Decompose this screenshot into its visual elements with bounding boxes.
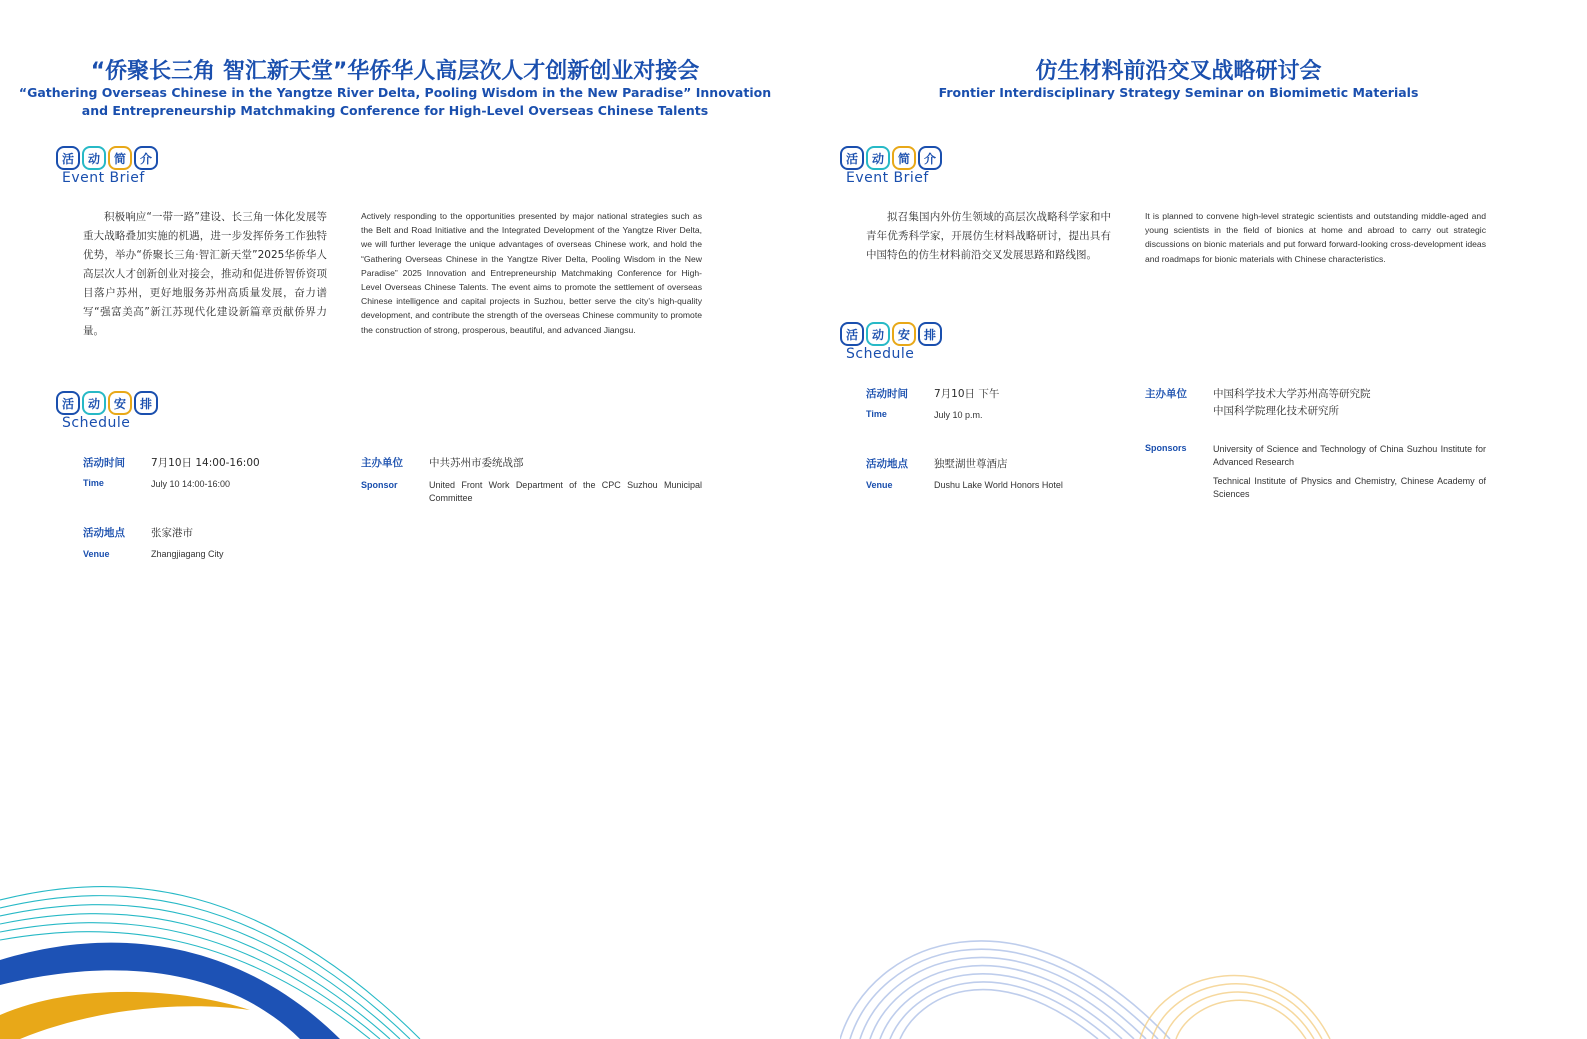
left-time-cn: 7月10日 14:00-16:00 [151,457,260,469]
right-title-en: Frontier Interdisciplinary Strategy Seminar on Biomimetic Materials [938,85,1419,100]
right-sponsor-en-2: Technical Institute of Physics and Chemistry, Chinese Academy of Sciences [1213,476,1486,499]
right-title-cn: 仿生材料前沿交叉战略研讨会 [1035,59,1322,84]
right-brief-badges [840,146,970,170]
left-venue-cn: 张家港市 [151,527,193,539]
badge-char: 动 [82,146,106,170]
right-venue-cn: 独墅湖世尊酒店 [934,458,1008,470]
left-sponsor-label-en: Sponsor [361,480,398,490]
left-brief-en: Actively responding to the opportunities presented by major national strategies such as the Belt and Road Initiative and the Integrated Development of the Yangtze River Delta, we will further leverage the unique advantages of overseas Chinese work, and hold the “Gathering Overseas Chinese in the Yangtze River Delta, Pooling Wisdom in the New Paradise” 2025 Innovation and Entrepreneurship Matchmaking Conference for High-Level Overseas Chinese Talents. The event aims to promote the settlement of overseas Chinese intelligence and capital projects in Suzhou, better serve the city’s high-quality development, and contribute the strength of the overseas Chinese community to promote the construction of strong, prosperous, beautiful, and advanced Jiangsu. [361,211,702,335]
left-title-cn: “侨聚长三角 智汇新天堂”华侨华人高层次人才创新创业对接会 [90,59,700,84]
left-time-label-en: Time [83,478,104,488]
left-schedule-badges [56,391,186,415]
left-title-en [0,84,790,120]
badge-char: 介 [134,146,158,170]
left-brief-heading-en: Event Brief [62,170,145,186]
badge-char: 介 [918,146,942,170]
right-brief-en: It is planned to convene high-level strategic scientists and outstanding middle-aged and young scientists in the field of bionics at home and abroad to carry out strategic discussions on bionic materials and put forward forward-looking cross-development ideas and roadmaps for bionic materials with Chinese characteristics. [1145,211,1486,264]
right-venue-label-en: Venue [866,480,893,490]
right-venue-label-cn: 活动地点 [866,458,908,470]
right-time-cn: 7月10日 下午 [934,388,1000,400]
right-brief-cn: 拟召集国内外仿生领域的高层次战略科学家和中青年优秀科学家，开展仿生材料战略研讨，提出具有中国特色的仿生材料前沿交叉发展思路和路线图。 [866,211,1111,261]
badge-char: 简 [892,146,916,170]
left-brief-heading [56,146,186,196]
right-schedule-heading [840,322,970,372]
left-venue-label-cn: 活动地点 [83,527,125,539]
badge-char: 动 [866,146,890,170]
left-schedule-heading [56,391,186,441]
left-brief-cn: 积极响应“一带一路”建设、长三角一体化发展等重大战略叠加实施的机遇，进一步发挥侨务工作独特优势，举办“侨聚长三角·智汇新天堂”2025华侨华人高层次人才创新创业对接会，推动和促进侨智侨资项目落户苏州，更好地服务苏州高质量发展，奋力谱写“强富美高”新江苏现代化建设新篇章贡献侨界力量。 [83,211,327,337]
left-venue-label-en: Venue [83,549,110,559]
badge-char: 活 [56,391,80,415]
right-time-label-cn: 活动时间 [866,388,908,400]
badge-char: 动 [82,391,106,415]
right-schedule-badges [840,322,970,346]
right-sponsor-label-cn: 主办单位 [1145,388,1187,400]
badge-char: 安 [892,322,916,346]
left-title-en-line1: “Gathering Overseas Chinese in the Yangtze River Delta, Pooling Wisdom in the New Paradise” Innovation [18,85,772,100]
right-sponsor-en-1: University of Science and Technology of China Suzhou Institute for Advanced Research [1213,444,1486,467]
badge-char: 活 [840,322,864,346]
right-venue-en: Dushu Lake World Honors Hotel [934,480,1063,490]
right-sponsor-label-en: Sponsors [1145,443,1187,453]
left-wave-decoration [0,860,460,1039]
right-sponsor-cn-1: 中国科学技术大学苏州高等研究院 [1213,388,1371,400]
badge-char: 排 [918,322,942,346]
left-venue-en: Zhangjiagang City [151,549,224,559]
left-schedule-heading-en: Schedule [62,415,131,431]
left-time-en: July 10 14:00-16:00 [151,479,231,489]
right-brief-heading-en: Event Brief [846,170,929,186]
badge-char: 安 [108,391,132,415]
right-time-label-en: Time [866,409,887,419]
badge-char: 简 [108,146,132,170]
right-arc-decoration [840,880,1340,1039]
badge-char: 活 [840,146,864,170]
left-sponsor-label-cn: 主办单位 [361,457,403,469]
badge-char: 动 [866,322,890,346]
left-brief-badges [56,146,186,170]
left-sponsor-en: United Front Work Department of the CPC Suzhou Municipal Committee [429,480,702,503]
badge-char: 活 [56,146,80,170]
left-time-label-cn: 活动时间 [83,457,125,469]
right-time-en: July 10 p.m. [934,410,983,420]
left-title-en-line2: and Entrepreneurship Matchmaking Conference for High-Level Overseas Chinese Talents [81,103,709,118]
right-schedule-heading-en: Schedule [846,346,915,362]
badge-char: 排 [134,391,158,415]
right-brief-heading [840,146,970,196]
left-sponsor-cn: 中共苏州市委统战部 [429,457,524,469]
right-sponsor-cn-2: 中国科学院理化技术研究所 [1213,405,1339,417]
